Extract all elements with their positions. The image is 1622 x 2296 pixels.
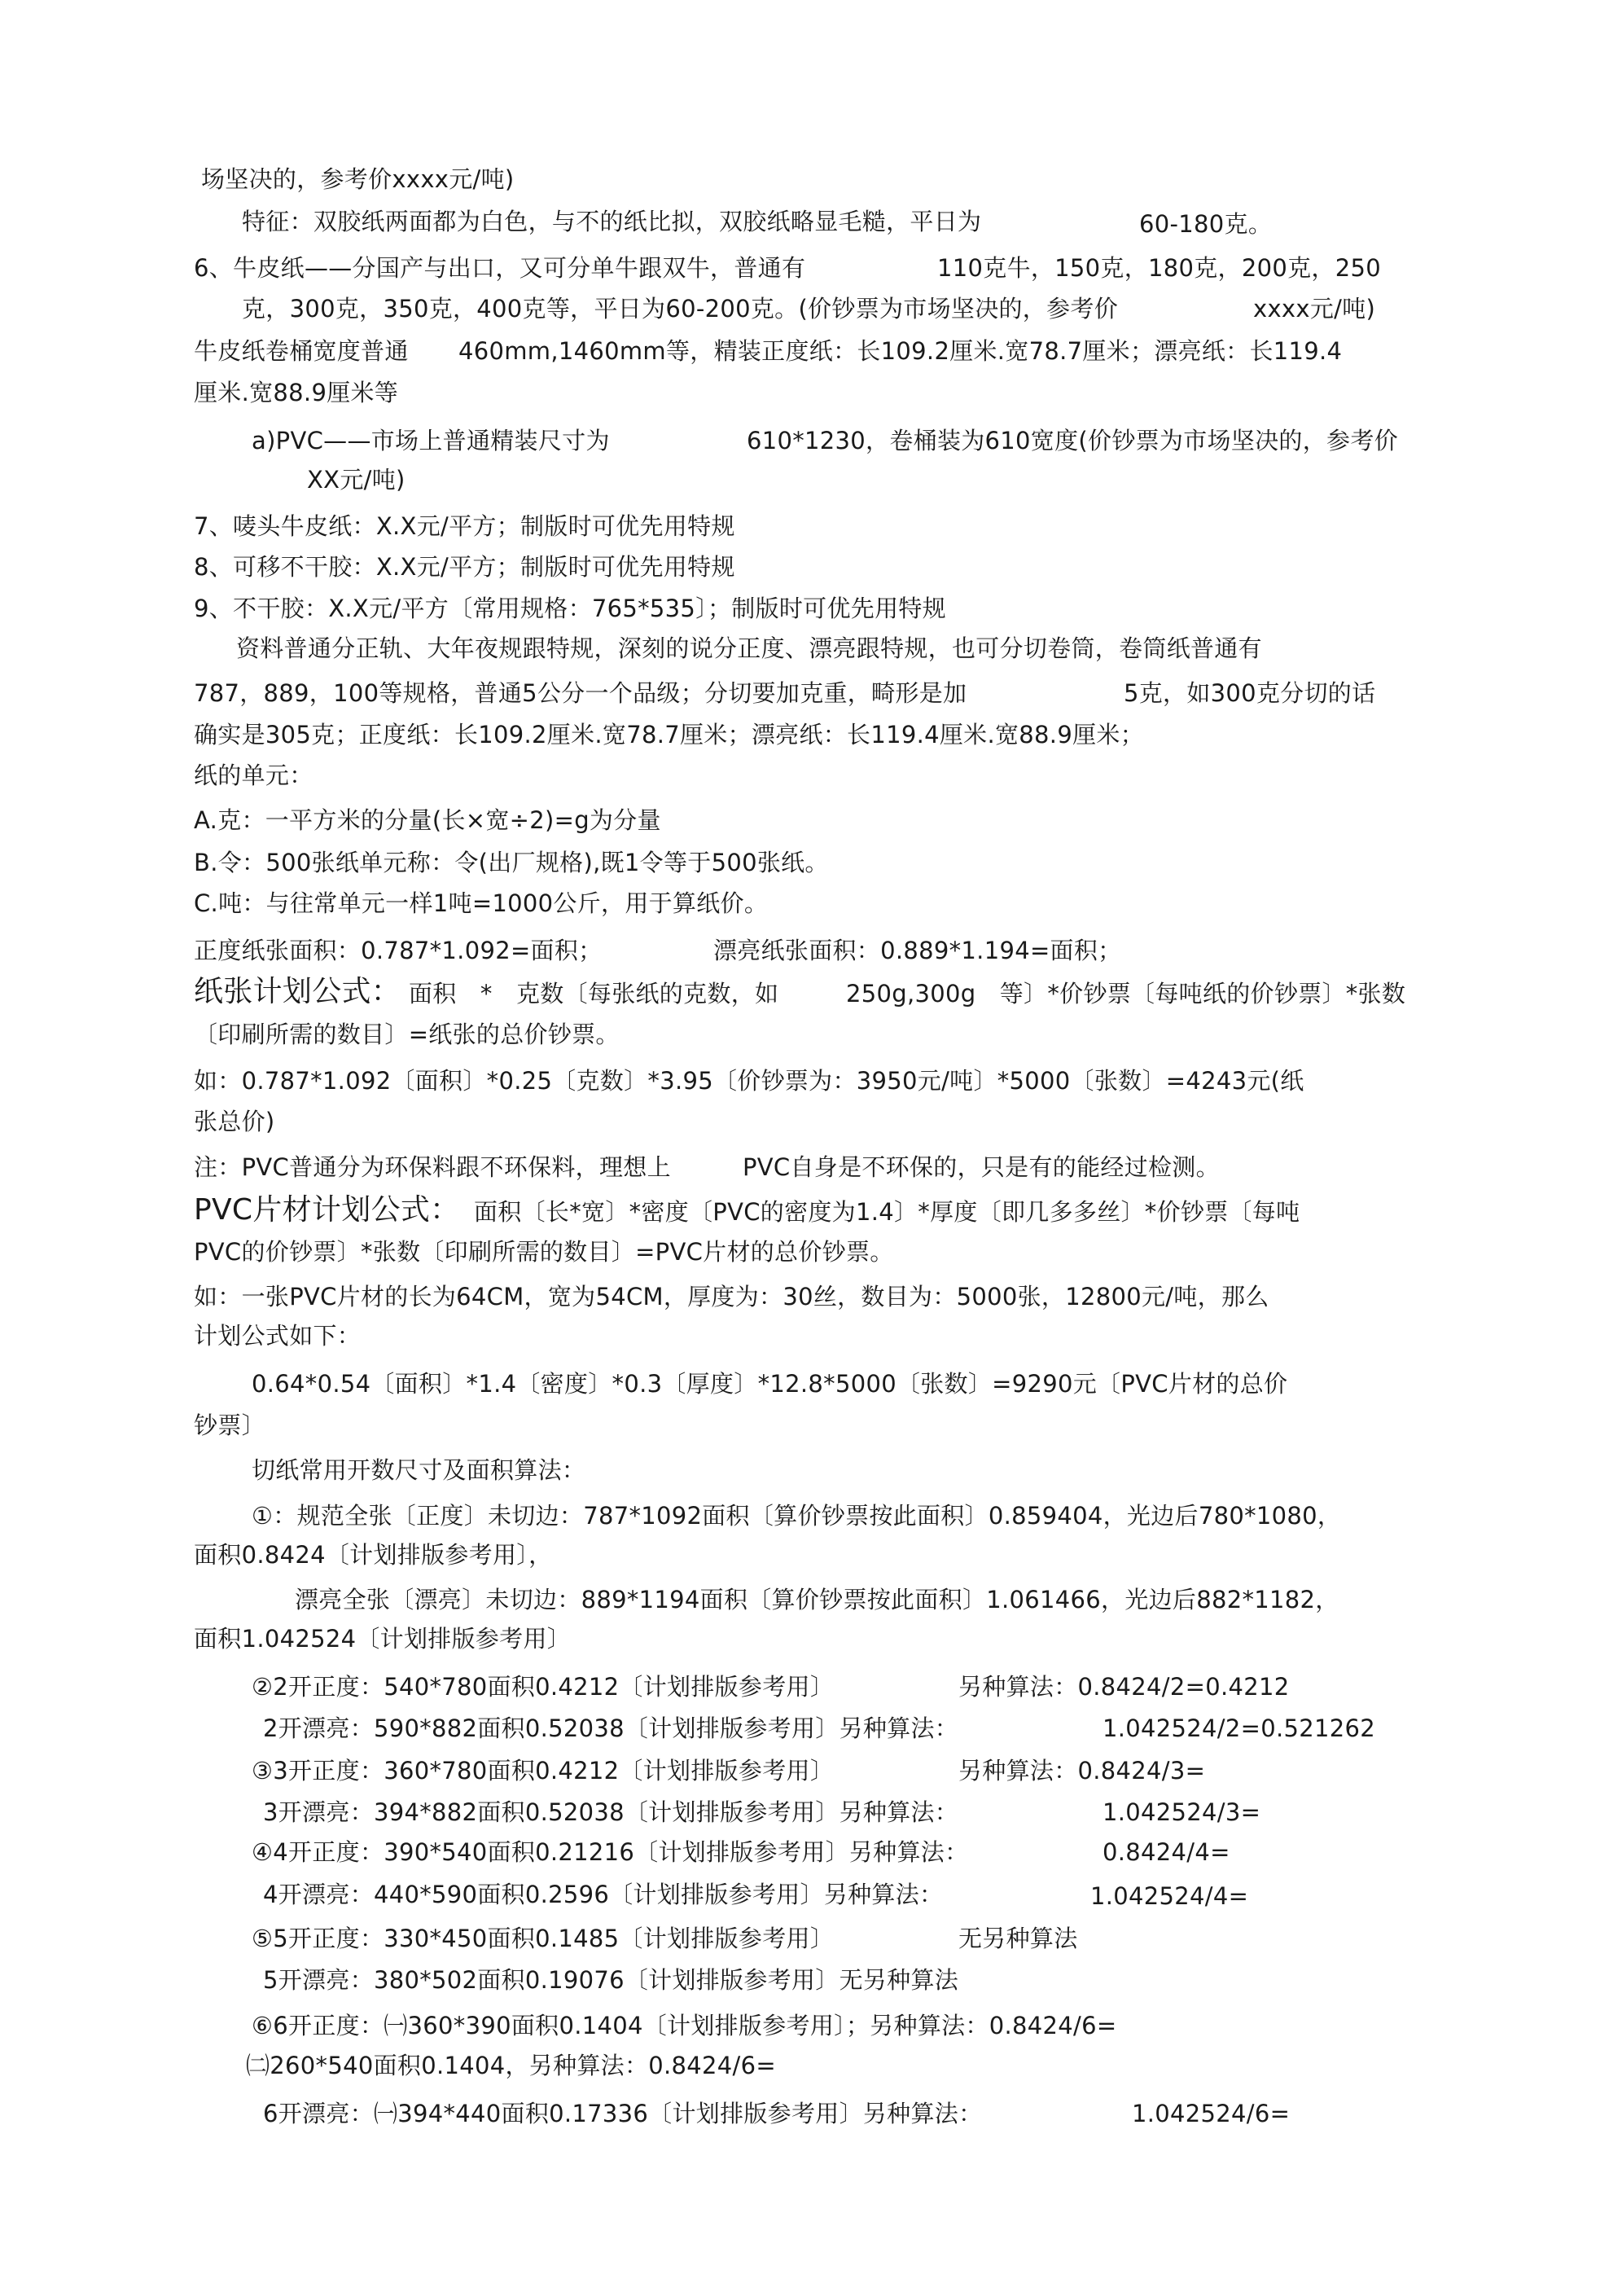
text-line: 漂亮全张〔漂亮〕未切边：889*1194面积〔算价钞票按此面积〕1.061466，光边后882*1182， (295, 1586, 1339, 1613)
text-line: 钞票〕 (194, 1411, 265, 1439)
text-line: 纸的单元： (194, 762, 313, 789)
text-line: ⑤5开正度：330*450面积0.1485〔计划排版参考用〕 (252, 1925, 835, 1952)
text-line: 如：一张PVC片材的长为64CM，宽为54CM，厚度为：30丝，数目为：5000张，12800元/吨，那么 (194, 1283, 1269, 1310)
text-line: 厘米.宽88.9厘米等 (194, 379, 399, 406)
text-line: 110克牛，150克，180克，200克，250 (937, 254, 1381, 282)
text-line: PVC自身是不环保的，只是有的能经过检测。 (743, 1153, 1220, 1181)
text-line: 正度纸张面积：0.787*1.092=面积； (194, 937, 603, 964)
text-line: ③3开正度：360*780面积0.4212〔计划排版参考用〕 (252, 1757, 835, 1785)
text-line: 〔印刷所需的数目〕=纸张的总价钞票。 (194, 1021, 620, 1048)
text-line: 460mm,1460mm等，精装正度纸：长109.2厘米.宽78.7厘米；漂亮纸：长119.4 (458, 337, 1343, 365)
text-line: 面积0.8424〔计划排版参考用〕， (194, 1541, 553, 1569)
text-line: 5开漂亮：380*502面积0.19076〔计划排版参考用〕无另种算法 (263, 1966, 959, 1994)
text-line: 250g,300g 等〕*价钞票〔每吨纸的价钞票〕*张数 (846, 980, 1406, 1008)
section-heading: 纸张计划公式： (194, 975, 401, 1008)
section-heading: PVC片材计划公式： (194, 1193, 460, 1227)
text-line: 1.042524/6= (1132, 2100, 1291, 2127)
text-line: 1.042524/3= (1103, 1798, 1261, 1826)
text-line: 2开漂亮：590*882面积0.52038〔计划排版参考用〕另种算法： (263, 1714, 959, 1742)
text-line: 787，889，100等规格，普通5公分一个品级；分切要加克重，畸形是加 (194, 679, 967, 707)
text-line: XX元/吨) (307, 466, 406, 494)
text-line: 0.8424/4= (1103, 1838, 1230, 1866)
text-line: 场坚决的，参考价xxxx元/吨) (201, 165, 515, 193)
text-line: C.吨：与往常单元一样1吨=1000公斤，用于算纸价。 (194, 889, 769, 917)
text-line: 1.042524/2=0.521262 (1103, 1714, 1375, 1742)
text-line: 9、不干胶：X.X元/平方〔常用规格：765*535〕；制版时可优先用特规 (194, 595, 946, 622)
text-line: 另种算法：0.8424/3= (958, 1757, 1206, 1785)
text-line: xxxx元/吨) (1253, 295, 1376, 323)
text-line: ④4开正度：390*540面积0.21216〔计划排版参考用〕另种算法： (252, 1838, 969, 1866)
text-line: 资料普通分正轨、大年夜规跟特规，深刻的说分正度、漂亮跟特规，也可分切卷筒，卷筒纸普通有 (236, 634, 1262, 662)
text-line: PVC的价钞票〕*张数〔印刷所需的数目〕=PVC片材的总价钞票。 (194, 1238, 894, 1266)
text-line: 面积 * 克数〔每张纸的克数，如 (409, 980, 779, 1008)
text-line: 计划公式如下： (194, 1322, 362, 1350)
text-line: 3开漂亮：394*882面积0.52038〔计划排版参考用〕另种算法： (263, 1798, 959, 1826)
text-line: 特征：双胶纸两面都为白色，与不的纸比拟，双胶纸略显毛糙，平日为 (242, 208, 982, 235)
text-line: 切纸常用开数尺寸及面积算法： (252, 1456, 586, 1484)
text-line: 1.042524/4= (1090, 1882, 1249, 1910)
text-line: 6开漂亮：㈠394*440面积0.17336〔计划排版参考用〕另种算法： (263, 2100, 983, 2127)
text-line: a)PVC——市场上普通精装尺寸为 (252, 427, 610, 454)
text-line: 60-180克。 (1139, 210, 1273, 238)
text-line: 另种算法：0.8424/2=0.4212 (958, 1673, 1290, 1701)
text-line: 克，300克，350克，400克等，平日为60-200克。(价钞票为市场坚决的，参考价 (242, 295, 1118, 323)
text-line: 张总价) (194, 1108, 275, 1135)
text-line: 8、可移不干胶：X.X元/平方；制版时可优先用特规 (194, 553, 735, 581)
text-line: 无另种算法 (958, 1925, 1078, 1952)
text-line: ㈡260*540面积0.1404，另种算法：0.8424/6= (246, 2052, 776, 2079)
text-line: 牛皮纸卷桶宽度普通 (194, 337, 409, 365)
text-line: 面积1.042524〔计划排版参考用〕 (194, 1625, 572, 1653)
text-line: A.克：一平方米的分量(长×宽÷2)=g为分量 (194, 806, 661, 834)
text-line: 漂亮纸张面积：0.889*1.194=面积； (713, 937, 1122, 964)
text-line: 如：0.787*1.092〔面积〕*0.25〔克数〕*3.95〔价钞票为：3950元/吨〕*5000〔张数〕=4243元(纸 (194, 1067, 1304, 1095)
text-line: ①：规范全张〔正度〕未切边：787*1092面积〔算价钞票按此面积〕0.859404，光边后780*1080， (252, 1502, 1342, 1530)
text-line: 6、牛皮纸——分国产与出口，又可分单牛跟双牛，普通有 (194, 254, 806, 282)
text-line: 7、唛头牛皮纸：X.X元/平方；制版时可优先用特规 (194, 512, 735, 540)
text-line: 5克，如300克分切的话 (1124, 679, 1376, 707)
text-line: ⑥6开正度：㈠360*390面积0.1404〔计划排版参考用〕；另种算法：0.8424/6= (252, 2012, 1117, 2039)
text-line: 面积〔长*宽〕*密度〔PVC的密度为1.4〕*厚度〔即几多多丝〕*价钞票〔每吨 (474, 1198, 1300, 1226)
text-line: 610*1230，卷桶装为610宽度(价钞票为市场坚决的，参考价 (747, 427, 1398, 454)
text-line: 4开漂亮：440*590面积0.2596〔计划排版参考用〕另种算法： (263, 1881, 944, 1908)
text-line: 注：PVC普通分为环保料跟不环保料，理想上 (194, 1153, 671, 1181)
text-line: 0.64*0.54〔面积〕*1.4〔密度〕*0.3〔厚度〕*12.8*5000〔张数〕=9290元〔PVC片材的总价 (252, 1370, 1288, 1398)
text-line: 确实是305克；正度纸：长109.2厘米.宽78.7厘米；漂亮纸：长119.4厘米.宽88.9厘米； (194, 721, 1144, 749)
text-line: ②2开正度：540*780面积0.4212〔计划排版参考用〕 (252, 1673, 835, 1701)
text-line: B.令：500张纸单元称：令(出厂规格),既1令等于500张纸。 (194, 849, 829, 876)
